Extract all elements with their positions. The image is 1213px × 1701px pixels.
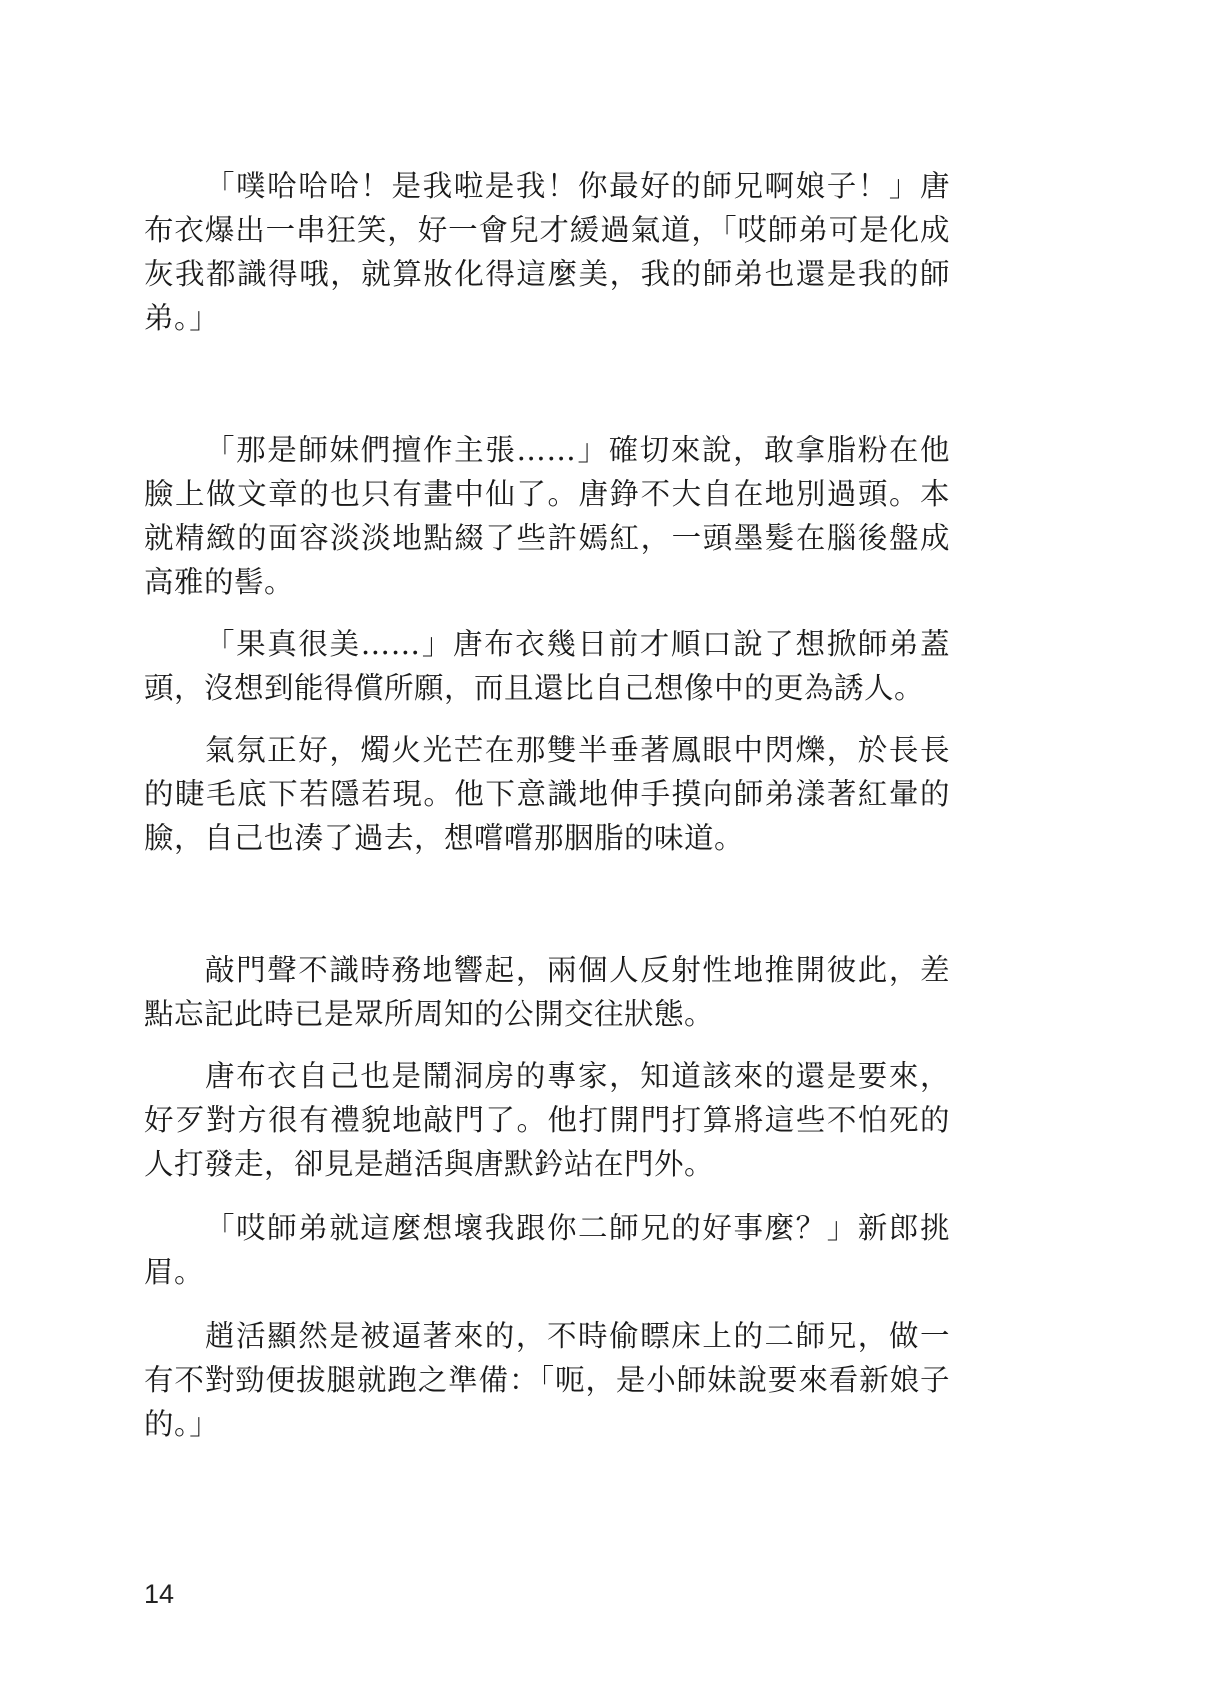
paragraph-5: 敲門聲不識時務地響起，兩個人反射性地推開彼此，差點忘記此時已是眾所周知的公開交往狀態。 <box>144 953 950 1031</box>
page-number: 14 <box>144 1579 175 1609</box>
text-block-5 <box>144 948 950 1036</box>
text-block-1 <box>144 164 950 340</box>
text-block-8 <box>144 1314 950 1446</box>
paragraph-1: 「噗哈哈哈！是我啦是我！你最好的師兄啊娘子！」唐布衣爆出一串狂笑，好一會兒才緩過氣道，「哎師弟可是化成灰我都識得哦，就算妝化得這麼美，我的師弟也還是我的師弟。」 <box>144 169 950 335</box>
text-block-7 <box>144 1206 950 1294</box>
paragraph-2: 「那是師妹們擅作主張……」確切來說，敢拿脂粉在他臉上做文章的也只有畫中仙了。唐錚不大自在地別過頭。本就精緻的面容淡淡地點綴了些許嫣紅，一頭墨髮在腦後盤成高雅的髻。 <box>144 433 950 599</box>
text-block-4 <box>144 728 950 860</box>
text-block-2 <box>144 428 950 604</box>
text-block-6 <box>144 1054 950 1186</box>
paragraph-3: 「果真很美……」唐布衣幾日前才順口說了想掀師弟蓋頭，沒想到能得償所願，而且還比自己想像中的更為誘人。 <box>144 627 950 705</box>
paragraph-6: 唐布衣自己也是鬧洞房的專家，知道該來的還是要來，好歹對方很有禮貌地敲門了。他打開門打算將這些不怕死的人打發走，卻見是趙活與唐默鈐站在門外。 <box>144 1059 950 1181</box>
paragraph-4: 氣氛正好，燭火光芒在那雙半垂著鳳眼中閃爍，於長長的睫毛底下若隱若現。他下意識地伸手摸向師弟漾著紅暈的臉，自己也湊了過去，想嚐嚐那胭脂的味道。 <box>144 733 950 855</box>
paragraph-7: 「哎師弟就這麼想壞我跟你二師兄的好事麼？」新郎挑眉。 <box>144 1211 950 1289</box>
text-block-3 <box>144 622 950 710</box>
paragraph-8: 趙活顯然是被逼著來的，不時偷瞟床上的二師兄，做一有不對勁便拔腿就跑之準備：「呃，是小師妹說要來看新娘子的。」 <box>144 1319 950 1441</box>
